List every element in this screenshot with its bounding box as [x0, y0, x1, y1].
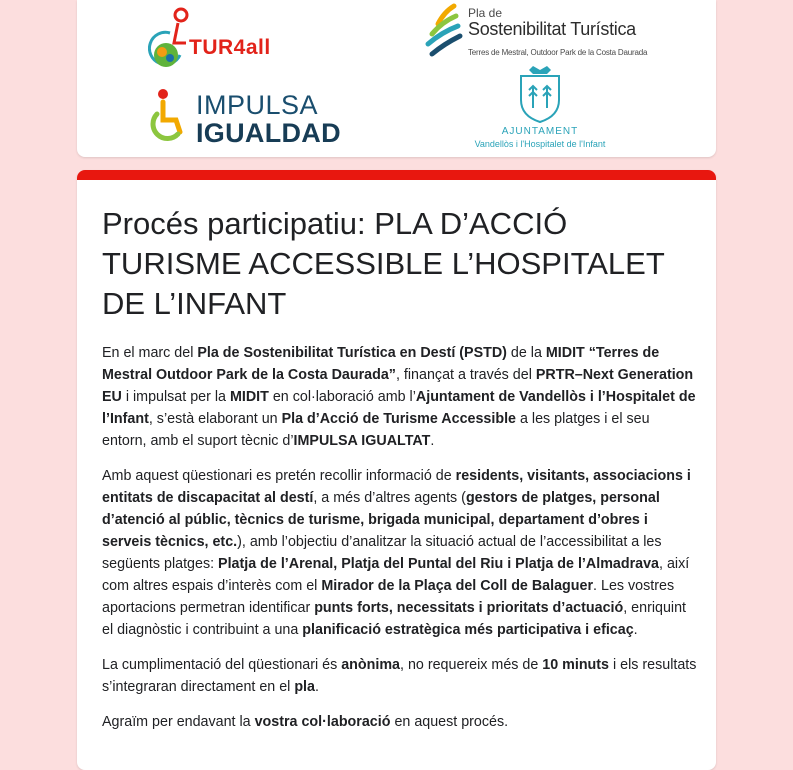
plan-stripes-icon: [424, 2, 466, 62]
bold-text: Ajuntament de Vandellòs i l’Hospitalet de l’Infant: [102, 389, 696, 427]
ajuntament-shield-icon: [515, 64, 565, 124]
bold-text: MIDIT “Terres de Mestral Outdoor Park de la Costa Daurada”: [102, 345, 660, 383]
text-segment: .: [633, 622, 638, 638]
text-segment: En el marc del: [102, 345, 198, 361]
bold-text: residents, visitants, associacions i entitats de discapacitat al destí: [102, 468, 691, 506]
bold-text: Platja de l’Arenal, Platja del Puntal del Riu i Platja de l’Almadrava: [218, 556, 660, 572]
bold-text: anònima: [341, 657, 401, 673]
bold-text: gestors de platges, personal d’atenció al públic, tècnics de turisme, brigada municipal, departament d’obres i serveis tècnics, etc.: [102, 490, 660, 550]
ajuntament-logo-line1: AJUNTAMENT: [501, 126, 579, 137]
text-segment: . Les vostres aportacions permetran identificar: [102, 578, 675, 616]
plan-logo-subtitle: Terres de Mestral, Outdoor Park de la Costa Daurada: [468, 48, 648, 57]
bold-text: punts forts, necessitats i prioritats d’actuació: [314, 600, 624, 616]
ajuntament-logo-line2: Vandellòs i l'Hospitalet de l'Infant: [474, 139, 606, 149]
text-segment: , a més d’altres agents (: [313, 490, 466, 506]
text-segment: de la: [506, 345, 546, 361]
form-title: Procés participatiu: PLA D’ACCIÓ TURISME ACCESSIBLE L’HOSPITALET DE L’INFANT: [102, 206, 665, 321]
description-paragraph-4: [102, 711, 697, 733]
impulsa-wheelchair-icon: [150, 86, 194, 146]
text-segment: La cumplimentació del qüestionari és: [102, 657, 342, 673]
text-segment: en col·laboració amb l’: [268, 389, 416, 405]
bold-text: PRTR–Next Generation EU: [102, 367, 694, 405]
description-paragraph-1: [102, 342, 697, 452]
form-accent-bar: [77, 170, 716, 180]
impulsa-igualdad-logo: [150, 86, 380, 148]
bold-text: vostra col·laboració: [254, 714, 391, 730]
form-description: [102, 342, 697, 733]
plan-sostenibilitat-logo: [424, 2, 654, 64]
form-header-card: [77, 170, 716, 770]
bold-text: pla: [294, 679, 315, 695]
bold-text: planificació estratègica més participativa i eficaç: [302, 622, 634, 638]
text-segment: Agraïm per endavant la: [102, 714, 255, 730]
description-paragraph-3: [102, 654, 697, 698]
bold-text: 10 minuts: [542, 657, 610, 673]
plan-logo-name: Sostenibilitat Turística: [468, 19, 636, 39]
bold-text: MIDIT: [229, 389, 269, 405]
text-segment: .: [315, 679, 319, 695]
text-segment: i impulsat per la: [121, 389, 230, 405]
bold-text: Mirador de la Plaça del Coll de Balaguer: [321, 578, 594, 594]
impulsa-logo-line2: IGUALDAD: [196, 118, 341, 148]
description-paragraph-2: [102, 465, 697, 641]
tur4all-logo: [148, 5, 323, 73]
text-segment: ), amb l’objectiu d’analitzar la situació actual de l’accessibilitat a les següents platges:: [102, 534, 662, 572]
bold-text: Pla d’Acció de Turisme Accessible: [281, 411, 516, 427]
text-segment: a les platges i el seu entorn, amb el suport tècnic d’: [102, 411, 650, 449]
text-segment: , finançat a través del: [395, 367, 536, 383]
tur4all-wheelchair-icon: [148, 5, 192, 73]
tur4all-logo-text: TUR4all: [189, 36, 271, 59]
text-segment: i els resultats s’integraran directament en el: [102, 657, 697, 695]
text-segment: , així com altres espais d’interès com el: [102, 556, 690, 594]
text-segment: , enriquint el diagnòstic i contribuint a una: [102, 600, 687, 638]
ajuntament-logo: [465, 64, 615, 154]
text-segment: Amb aquest qüestionari es pretén recollir informació de: [102, 468, 456, 484]
text-segment: , s’està elaborant un: [148, 411, 282, 427]
plan-logo-pla: Pla de: [468, 6, 503, 20]
text-segment: en aquest procés.: [390, 714, 509, 730]
text-segment: , no requereix més de: [400, 657, 543, 673]
text-segment: .: [430, 433, 435, 449]
bold-text: Pla de Sostenibilitat Turística en Destí (PSTD): [197, 345, 507, 361]
bold-text: IMPULSA IGUALTAT: [293, 433, 431, 449]
impulsa-logo-line1: IMPULSA: [196, 90, 319, 120]
